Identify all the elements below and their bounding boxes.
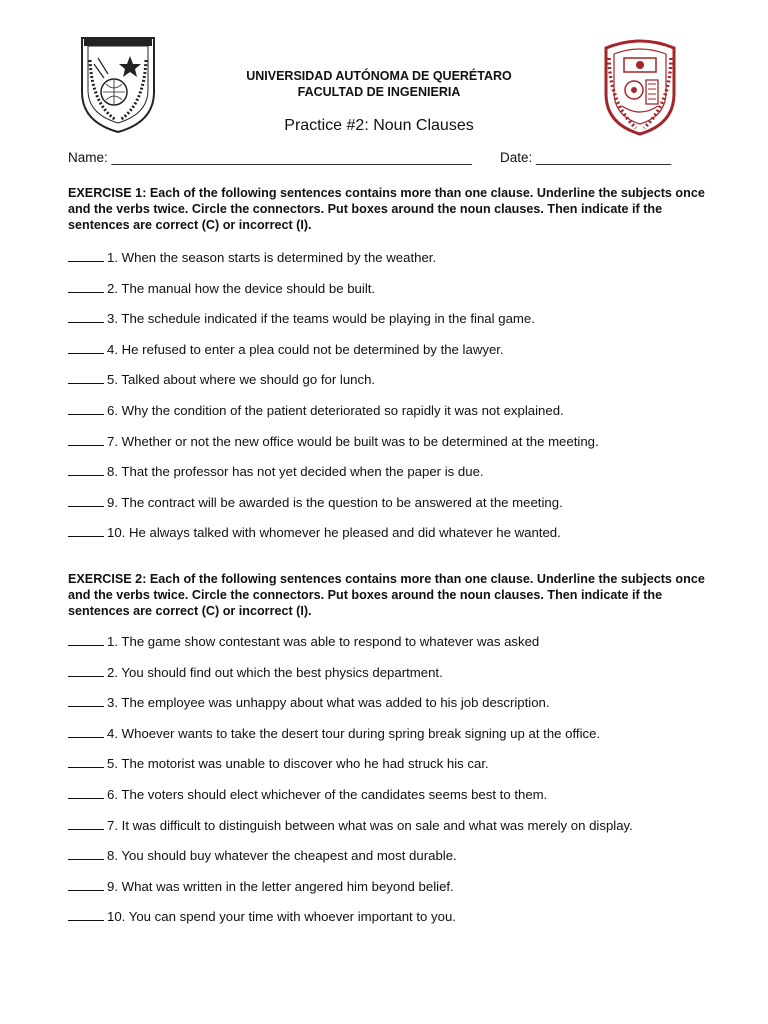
answer-blank[interactable] bbox=[68, 494, 104, 507]
exercise-item bbox=[68, 878, 708, 895]
item-text: 10. He always talked with whomever he pleased and did whatever he wanted. bbox=[107, 525, 561, 541]
answer-blank[interactable] bbox=[68, 249, 104, 262]
answer-blank[interactable] bbox=[68, 847, 104, 860]
item-text: 5. The motorist was unable to discover who he had struck his car. bbox=[107, 756, 489, 772]
item-text: 6. Why the condition of the patient deteriorated so rapidly it was not explained. bbox=[107, 403, 564, 418]
item-text: 4. Whoever wants to take the desert tour during spring break signing up at the office. bbox=[107, 725, 601, 741]
item-text: 7. Whether or not the new office would be built was to be determined at the meeting. bbox=[107, 433, 599, 449]
exercise-item bbox=[68, 524, 708, 541]
item-text: 9. What was written in the letter angered him beyond belief. bbox=[107, 878, 454, 894]
exercise2-instructions: EXERCISE 2: Each of the following sentences contains more than one clause. Underline the subjects once and the verbs twice. Circle the connectors. Put boxes around the noun clauses. Then indicate if the sentences are correct (C) or incorrect (I). bbox=[68, 572, 705, 618]
item-text: 1. The game show contestant was able to respond to whatever was asked bbox=[107, 634, 540, 649]
exercise-item bbox=[68, 341, 708, 358]
item-text: 2. The manual how the device should be built. bbox=[107, 280, 376, 296]
item-text: 10. You can spend your time with whoever important to you. bbox=[107, 909, 456, 925]
answer-blank[interactable] bbox=[68, 371, 104, 384]
item-text: 1. When the season starts is determined by the weather. bbox=[107, 250, 437, 265]
exercise-item bbox=[68, 463, 708, 480]
item-text: 4. He refused to enter a plea could not be determined by the lawyer. bbox=[107, 341, 504, 357]
answer-blank[interactable] bbox=[68, 878, 104, 891]
answer-blank[interactable] bbox=[68, 908, 104, 921]
item-text: 7. It was difficult to distinguish between what was on sale and what was merely on display. bbox=[107, 817, 633, 833]
answer-blank[interactable] bbox=[68, 725, 104, 738]
exercise-item bbox=[68, 817, 708, 834]
answer-blank[interactable] bbox=[68, 633, 104, 646]
date-field[interactable]: Date: __________________ bbox=[500, 150, 672, 165]
exercise-item bbox=[68, 786, 708, 803]
exercise-item bbox=[68, 694, 708, 711]
answer-blank[interactable] bbox=[68, 341, 104, 354]
item-text: 6. The voters should elect whichever of the candidates seems best to them. bbox=[107, 787, 548, 802]
exercise-item bbox=[68, 280, 708, 297]
answer-blank[interactable] bbox=[68, 463, 104, 476]
exercise-item bbox=[68, 402, 708, 419]
answer-blank[interactable] bbox=[68, 755, 104, 768]
item-text: 8. You should buy whatever the cheapest and most durable. bbox=[107, 848, 457, 864]
exercise-item bbox=[68, 249, 708, 266]
answer-blank[interactable] bbox=[68, 817, 104, 830]
exercise-item bbox=[68, 310, 708, 327]
exercise-item bbox=[68, 908, 708, 925]
answer-blank[interactable] bbox=[68, 664, 104, 677]
name-field[interactable]: Name: ________________________________________________ bbox=[68, 150, 472, 165]
item-text: 8. That the professor has not yet decided when the paper is due. bbox=[107, 464, 484, 480]
faculty-name: FACULTAD DE INGENIERIA bbox=[297, 85, 461, 99]
answer-blank[interactable] bbox=[68, 524, 104, 537]
item-text: 2. You should find out which the best physics department. bbox=[107, 664, 443, 680]
exercise-item bbox=[68, 725, 708, 742]
answer-blank[interactable] bbox=[68, 280, 104, 293]
item-text: 3. The employee was unhappy about what was added to his job description. bbox=[107, 695, 550, 711]
exercise-item bbox=[68, 847, 708, 864]
answer-blank[interactable] bbox=[68, 786, 104, 799]
answer-blank[interactable] bbox=[68, 433, 104, 446]
exercise-item bbox=[68, 494, 708, 511]
document-header bbox=[0, 68, 768, 136]
answer-blank[interactable] bbox=[68, 310, 104, 323]
exercise1-instructions: EXERCISE 1: Each of the following sentences contains more than one clause. Underline the subjects once and the verbs twice. Circle the connectors. Put boxes around the noun clauses. Then indicate if the sentences are correct (C) or incorrect (I). bbox=[68, 186, 705, 232]
exercise-item bbox=[68, 664, 708, 681]
exercise-item bbox=[68, 633, 708, 650]
practice-title: Practice #2: Noun Clauses bbox=[284, 117, 474, 134]
item-text: 5. Talked about where we should go for lunch. bbox=[107, 372, 376, 388]
exercise-item bbox=[68, 755, 708, 772]
name-date-row bbox=[68, 150, 708, 165]
answer-blank[interactable] bbox=[68, 402, 104, 415]
item-text: 3. The schedule indicated if the teams would be playing in the final game. bbox=[107, 311, 535, 327]
exercise-item bbox=[68, 433, 708, 450]
item-text: 9. The contract will be awarded is the question to be answered at the meeting. bbox=[107, 494, 563, 510]
university-name: UNIVERSIDAD AUTÓNOMA DE QUERÉTARO bbox=[246, 69, 512, 83]
exercise-item bbox=[68, 371, 708, 388]
answer-blank[interactable] bbox=[68, 694, 104, 707]
